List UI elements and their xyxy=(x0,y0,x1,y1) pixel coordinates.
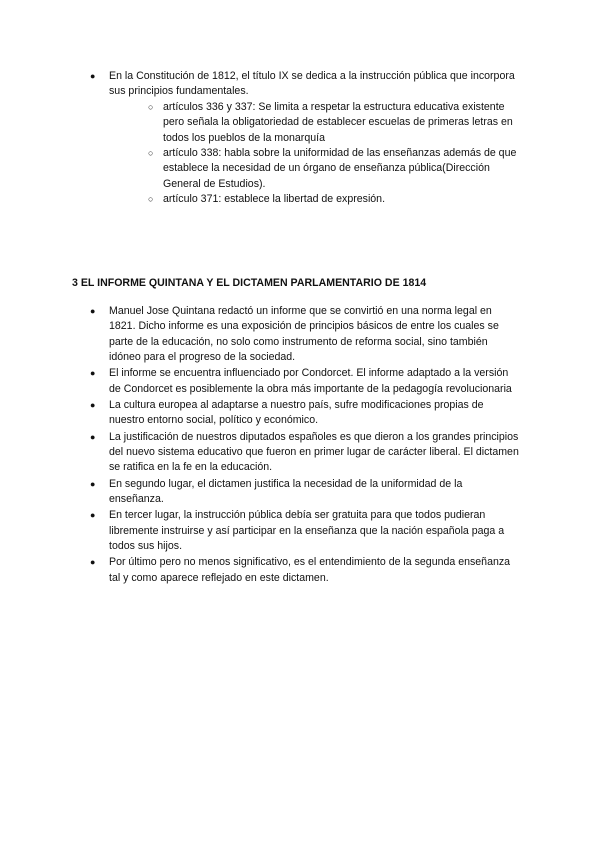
bullet-icon: ● xyxy=(90,557,96,568)
circle-bullet-icon: ○ xyxy=(148,194,154,205)
sub-list-item xyxy=(128,146,520,192)
bullet-icon: ● xyxy=(90,368,96,379)
bullet-icon: ● xyxy=(90,510,96,521)
sub-list-item-text: artículos 336 y 337: Se limita a respetar la estructura educativa existente pero señala la obligatoriedad de establecer escuelas de primeras letras en todos los pueblos de la monarquía xyxy=(163,100,513,144)
list-item xyxy=(90,304,520,366)
list-item-text: La cultura europea al adaptarse a nuestro país, sufre modificaciones propias de nuestro entorno social, político y económico. xyxy=(109,399,484,427)
sub-list-item xyxy=(128,192,520,207)
list-item-text: En la Constitución de 1812, el título IX se dedica a la instrucción pública que incorpora sus principios fundamentales. xyxy=(109,70,515,98)
sub-list-item-text: artículo 371: establece la libertad de expresión. xyxy=(163,193,386,206)
list-item xyxy=(90,477,520,508)
sub-list-item-text: artículo 338: habla sobre la uniformidad de las enseñanzas además de que establece la necesidad de un órgano de enseñanza pública(Dirección General de Estudios). xyxy=(163,147,517,190)
list-item-text: Por último pero no menos significativo, es el entendimiento de la segunda enseñanza tal y como aparece reflejado en este dictamen. xyxy=(109,556,511,584)
list-item xyxy=(90,555,520,586)
bullet-icon: ● xyxy=(90,306,96,316)
list-item-text: En segundo lugar, el dictamen justifica la necesidad de la uniformidad de la enseñanza. xyxy=(109,477,463,506)
constitution-list xyxy=(90,69,520,208)
bullet-icon: ● xyxy=(90,431,96,442)
informe-quintana-list xyxy=(90,304,520,587)
list-item xyxy=(90,69,520,208)
list-item-text: El informe se encuentra influenciado por Condorcet. El informe adaptado a la versión de Condorcet es posiblemente la obra más importante de la pedagogía revolucionaria xyxy=(109,367,512,395)
section-heading: 3 EL INFORME QUINTANA Y EL DICTAMEN PARLAMENTARIO DE 1814 xyxy=(72,277,427,289)
circle-bullet-icon: ○ xyxy=(148,148,154,159)
bullet-icon: ● xyxy=(90,478,96,489)
bullet-icon: ● xyxy=(90,71,96,81)
list-item xyxy=(90,398,520,429)
sub-list-item xyxy=(128,100,520,146)
list-item-text: La justificación de nuestros diputados españoles es que dieron a los grandes principios del nuevo sistema educativo que fueron en primer lugar de carácter liberal. El dictamen se ratifica en la fe en la educación. xyxy=(109,430,519,474)
articles-sublist xyxy=(109,100,520,208)
list-item xyxy=(90,430,520,476)
list-item-text: Manuel Jose Quintana redactó un informe que se convirtió en una norma legal en 1821. Dicho informe es una exposición de principios básicos de entre los cuales se parte de la educación, no solo como instrumento de reforma social, sino también idóneo para el progreso de la sociedad. xyxy=(109,305,499,364)
circle-bullet-icon: ○ xyxy=(148,101,154,112)
list-item xyxy=(90,508,520,554)
list-item xyxy=(90,366,520,397)
bullet-icon: ● xyxy=(90,400,96,411)
list-item-text: En tercer lugar, la instrucción pública debía ser gratuita para que todos pudieran libremente instruirse y así participar en la enseñanza que la nación española paga a todos sus hijos. xyxy=(109,509,505,553)
